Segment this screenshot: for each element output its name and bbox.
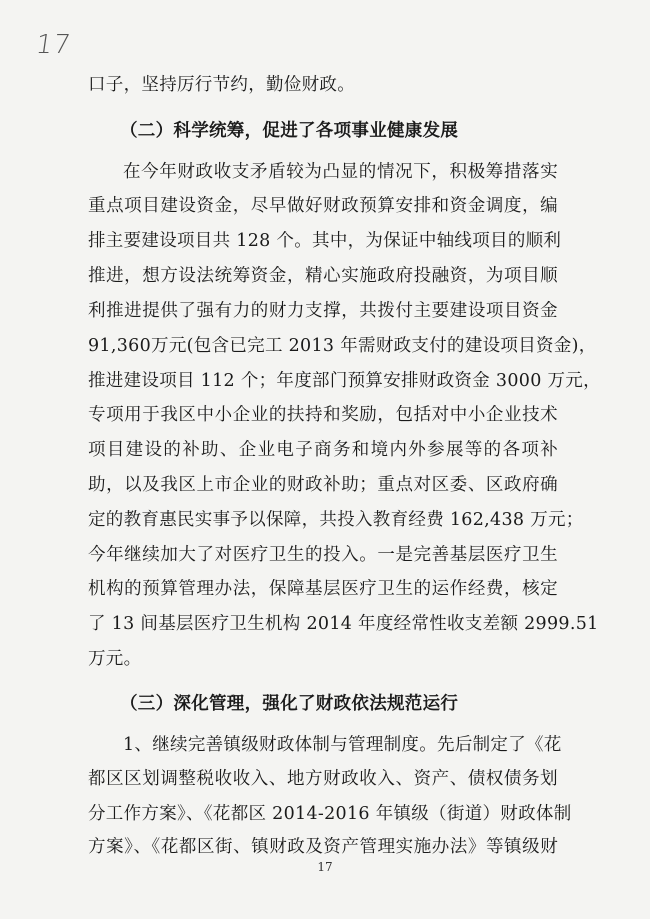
paragraph-line: 助，以及我区上市企业的财政补助；重点对区委、区政府确 bbox=[88, 475, 558, 495]
paragraph-line: 今年继续加大了对医疗卫生的投入。一是完善基层医疗卫生 bbox=[88, 545, 558, 565]
paragraph-line: 口子，坚持厉行节约，勤俭财政。 bbox=[88, 75, 355, 95]
paragraph-line: 了 13 间基层医疗卫生机构 2014 年度经常性收支差额 2999.51 bbox=[88, 614, 599, 634]
paragraph-line: 推进建设项目 112 个；年度部门预算安排财政资金 3000 万元， bbox=[88, 371, 601, 391]
paragraph-line: 机构的预算管理办法，保障基层医疗卫生的运作经费，核定 bbox=[88, 579, 558, 599]
handwritten-page-number: 17 bbox=[33, 30, 74, 60]
paragraph-line: 项目建设的补助、企业电子商务和境内外参展等的各项补 bbox=[88, 440, 558, 460]
paragraph-line: 在今年财政收支矛盾较为凸显的情况下，积极筹措落实 bbox=[123, 162, 558, 182]
paragraph-line: 重点项目建设资金，尽早做好财政预算安排和资金调度，编 bbox=[88, 196, 558, 216]
paragraph-line: 方案》、《花都区街、镇财政及资产管理实施办法》等镇级财 bbox=[88, 837, 558, 857]
paragraph-line: 1、继续完善镇级财政体制与管理制度。先后制定了《花 bbox=[123, 735, 562, 755]
paragraph-line: 排主要建设项目共 128 个。其中，为保证中轴线项目的顺利 bbox=[88, 231, 562, 251]
paragraph-line: 定的教育惠民实事予以保障，共投入教育经费 162,438 万元； bbox=[88, 510, 584, 530]
section-heading-3: （三）深化管理，强化了财政依法规范运行 bbox=[120, 694, 459, 714]
paragraph-line: 专项用于我区中小企业的扶持和奖励，包括对中小企业技术 bbox=[88, 405, 558, 425]
section-heading-2: （二）科学统筹，促进了各项事业健康发展 bbox=[120, 121, 459, 141]
paragraph-line: 推进，想方设法统筹资金，精心实施政府投融资，为项目顺 bbox=[88, 266, 558, 286]
paragraph-line: 利推进提供了强有力的财力支撑，共拨付主要建设项目资金 bbox=[88, 301, 558, 321]
paragraph-line: 91,360万元(包含已完工 2013 年需财政支付的建设项目资金)， bbox=[88, 336, 597, 356]
paragraph-line: 都区区划调整税收收入、地方财政收入、资产、债权债务划 bbox=[88, 769, 558, 789]
paragraph-line: 分工作方案》、《花都区 2014-2016 年镇级（街道）财政体制 bbox=[88, 804, 572, 824]
paragraph-line: 万元。 bbox=[88, 649, 142, 669]
page-number: 17 bbox=[317, 860, 333, 874]
